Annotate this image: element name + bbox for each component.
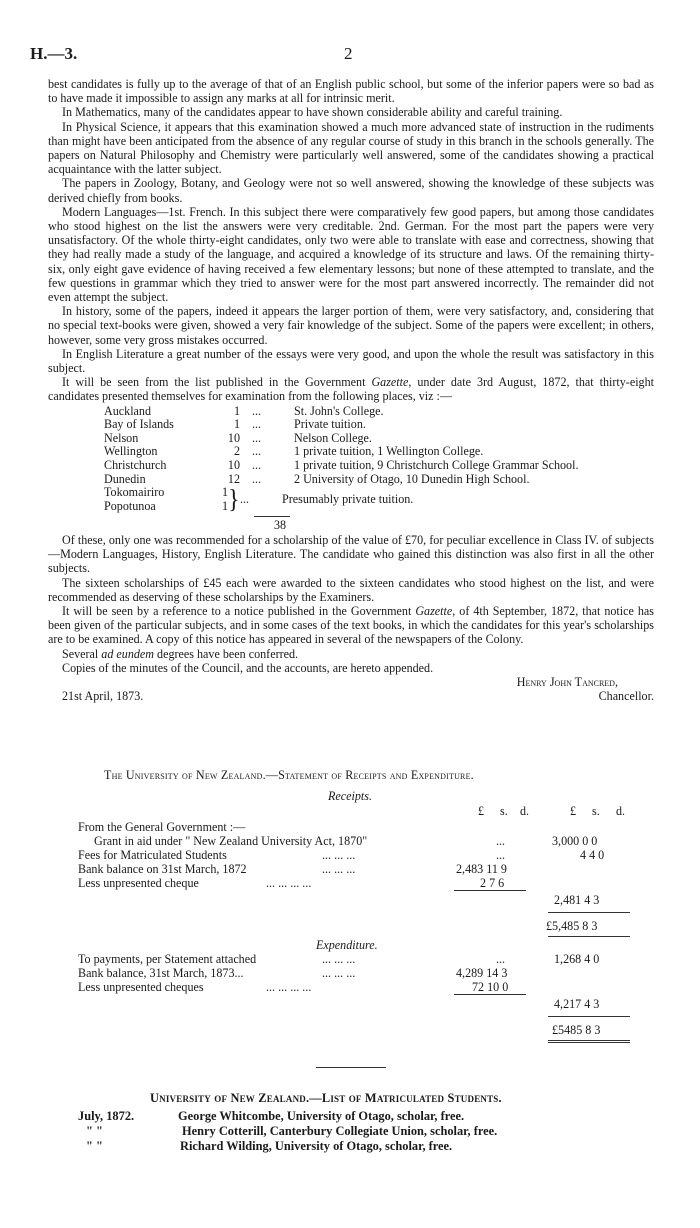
paragraph-scholarship: Of these, only one was recommended for a scholarship of the value of £70, for peculiar excellence in Class IV. of subjects—Modern Languages, History, English Literature. The candidate who gained this distinction was also first in all the other subjects. bbox=[48, 533, 654, 576]
statement-row bbox=[78, 980, 638, 994]
paragraph-modern-languages: Modern Languages—1st. French. In this subject there were comparatively few good papers, but among those candidates who stood highest on the list the answers were very creditable. 2nd. German. For the most part the papers were very unsatisfactory. Of the whole thirty-eight candidates, only two were able to translate with ease and correctness, showing that they had really made a study of the language, and acquired a knowledge of its structure and laws. Of the remaining thirty-six, only eight gave evidence of having received a few elementary lessons; but none of these attempted to translate, and the few questions in grammar which they tried to answer were for the most part answered incorrectly. The remainder did not even attempt the subject. bbox=[48, 204, 654, 305]
row-label: From the General Government :— bbox=[78, 820, 246, 834]
place-name: Popotunoa bbox=[104, 498, 156, 513]
place-count: 1 bbox=[221, 498, 228, 513]
total-rule bbox=[254, 516, 290, 517]
statement-row bbox=[78, 938, 638, 952]
leader-dots: ... bbox=[252, 430, 262, 445]
paragraph-sixteen-scholarships: The sixteen scholarships of £45 each were awarded to the sixteen candidates who stood highest on the list, and were recommended as deserving of these scholarships by the Examiners. bbox=[48, 575, 654, 604]
place-count: 1 bbox=[221, 485, 228, 500]
place-count: 1 bbox=[233, 417, 240, 432]
section-divider bbox=[316, 1067, 386, 1068]
place-description: Private tuition. bbox=[294, 417, 366, 432]
statement-row bbox=[78, 966, 638, 980]
col-header: £ bbox=[570, 804, 577, 818]
statement-row bbox=[78, 952, 638, 966]
place-count: 1 bbox=[233, 403, 240, 418]
statement-row bbox=[78, 848, 638, 862]
subtotal-rule bbox=[454, 890, 526, 891]
places-total: 38 bbox=[274, 518, 287, 533]
place-description: 1 private tuition, 9 Christchurch College Grammar School. bbox=[294, 458, 579, 473]
total-amount: £5,485 8 3 bbox=[546, 919, 598, 933]
leader-dots: ... bbox=[496, 834, 506, 848]
leader-dots: ... ... ... bbox=[322, 952, 356, 966]
gazette-title: Gazette bbox=[371, 375, 409, 390]
statement-row bbox=[78, 893, 638, 907]
braced-counts bbox=[198, 486, 228, 513]
gazette-title: Gazette bbox=[415, 604, 453, 619]
leader-dots: ... ... ... ... bbox=[266, 980, 312, 994]
row-label: To payments, per Statement attached bbox=[78, 952, 257, 966]
amount: 2,481 4 3 bbox=[554, 893, 600, 907]
col-header: s. bbox=[592, 804, 600, 818]
row-label: Less unpresented cheques bbox=[78, 980, 204, 994]
place-count: 10 bbox=[227, 430, 240, 445]
leader-dots: ... bbox=[252, 403, 262, 418]
leader-dots: ... bbox=[252, 417, 262, 432]
report-body bbox=[48, 77, 654, 703]
text-fragment: , under date 3rd August, 1872, that thirty-eight candidates presented themselves for examination from the following places, viz :— bbox=[48, 375, 655, 404]
place-name: Auckland bbox=[104, 403, 152, 418]
receipts-heading: Receipts. bbox=[328, 789, 372, 803]
total-rule bbox=[548, 936, 630, 937]
statement-row bbox=[78, 820, 638, 834]
place-count: 2 bbox=[233, 444, 240, 459]
paragraph-degrees bbox=[48, 647, 654, 661]
entry-date: " " bbox=[86, 1139, 103, 1153]
document-reference: H.—3. bbox=[30, 44, 78, 63]
row-label: Less unpresented cheque bbox=[78, 876, 199, 890]
place-name: Christchurch bbox=[104, 458, 167, 473]
statement-row bbox=[78, 919, 638, 933]
total-rule bbox=[548, 1016, 630, 1017]
place-description: 2 University of Otago, 10 Dunedin High School. bbox=[294, 471, 530, 486]
place-description: St. John's College. bbox=[294, 403, 384, 418]
paragraph-physical-science: In Physical Science, it appears that this examination showed a much more advanced state of instruction in the rudiments than might have been anticipated from the absence of any regular course of study in this branch in the schools generally. The papers on Natural Philosophy and Chemistry were particularly well answered, some of the candidates showing a practical acquaintance with the latter subject. bbox=[48, 119, 654, 177]
double-rule bbox=[548, 1040, 630, 1043]
place-row bbox=[104, 459, 654, 473]
place-row bbox=[104, 432, 654, 446]
amount: 4,289 14 3 bbox=[456, 966, 508, 980]
entry-date: July, 1872. bbox=[78, 1109, 135, 1123]
paragraph-notice bbox=[48, 604, 654, 647]
statement-table bbox=[78, 804, 638, 1037]
paragraph-english: best candidates is fully up to the average of that of an English public school, but some of the inferior papers were so bad as to have made it impossible to assign any marks at all for intrinsic merit. bbox=[48, 77, 654, 106]
amount: ... bbox=[496, 952, 506, 966]
amount: 2 7 6 bbox=[480, 876, 505, 890]
statement-title: The University of New Zealand.—Statement of Receipts and Expenditure. bbox=[104, 768, 474, 782]
subtotal-rule bbox=[454, 994, 526, 995]
amount: 4,217 4 3 bbox=[554, 997, 600, 1011]
place-name: Wellington bbox=[104, 444, 158, 459]
total-amount: £5485 8 3 bbox=[552, 1023, 601, 1037]
text-fragment: It will be seen by a reference to a notice published in the Government bbox=[62, 604, 416, 619]
signatory-title: Chancellor. bbox=[598, 689, 654, 704]
matriculated-title: University of New Zealand.—List of Matriculated Students. bbox=[150, 1091, 502, 1105]
place-row bbox=[104, 445, 654, 459]
text-fragment: degrees have been conferred. bbox=[154, 646, 299, 661]
place-description: Presumably private tuition. bbox=[282, 492, 414, 507]
brace-glyph: } bbox=[228, 485, 240, 515]
entry-date: " " bbox=[86, 1124, 103, 1138]
leader-dots: ... bbox=[240, 492, 250, 507]
paragraph-mathematics: In Mathematics, many of the candidates appear to have shown considerable ability and careful training. bbox=[62, 105, 563, 120]
leader-dots: ... bbox=[252, 458, 262, 473]
text-fragment: , of 4th September, 1872, that notice has been given of the particular subjects, and in some cases of the text books, in which the candidates for this year's scholarships are to be examined. A copy of this notice has appeared in several of the newspapers of the Colony. bbox=[48, 604, 654, 647]
signatory-name: Henry John Tancred, bbox=[516, 675, 618, 690]
leader-dots: ... ... ... bbox=[322, 966, 356, 980]
col-header: d. bbox=[616, 804, 626, 818]
paragraph-gazette bbox=[48, 375, 654, 403]
place-description: Nelson College. bbox=[294, 430, 372, 445]
statement-row bbox=[78, 997, 638, 1011]
leader-dots: ... ... ... bbox=[322, 862, 356, 876]
entry-text: George Whitcombe, University of Otago, scholar, free. bbox=[178, 1109, 465, 1123]
expenditure-heading: Expenditure. bbox=[316, 938, 378, 952]
amount: 3,000 0 0 bbox=[552, 834, 598, 848]
text-fragment: Several bbox=[62, 646, 102, 661]
row-label: Bank balance, 31st March, 1873... bbox=[78, 966, 244, 980]
statement-row bbox=[78, 834, 638, 848]
leader-dots: ... bbox=[252, 471, 262, 486]
paragraph-copies: Copies of the minutes of the Council, and the accounts, are hereto appended. bbox=[62, 660, 434, 675]
amount: 1,268 4 0 bbox=[554, 952, 600, 966]
place-row bbox=[104, 405, 654, 419]
col-header: £ bbox=[478, 804, 485, 818]
amount: 2,483 11 9 bbox=[456, 862, 507, 876]
leader-dots: ... bbox=[252, 444, 262, 459]
signature-block bbox=[48, 675, 654, 703]
signature-date: 21st April, 1873. bbox=[62, 689, 144, 704]
paragraph-english-literature: In English Literature a great number of the essays were very good, and upon the whole the result was satisfactory in this subject. bbox=[48, 346, 654, 376]
column-headers bbox=[78, 804, 638, 818]
places-table bbox=[104, 405, 654, 533]
total-rule bbox=[548, 912, 630, 913]
place-row bbox=[104, 473, 654, 487]
amount: ... bbox=[496, 848, 506, 862]
col-header: d. bbox=[520, 804, 530, 818]
place-name: Bay of Islands bbox=[104, 417, 174, 432]
place-name: Nelson bbox=[104, 430, 139, 445]
row-label: Fees for Matriculated Students bbox=[78, 848, 227, 862]
place-description: 1 private tuition, 1 Wellington College. bbox=[294, 444, 484, 459]
statement-row bbox=[78, 862, 638, 876]
place-name: Dunedin bbox=[104, 471, 146, 486]
leader-dots: ... ... ... ... bbox=[266, 876, 312, 890]
place-count: 12 bbox=[227, 471, 240, 486]
place-name: Tokomairiro bbox=[104, 485, 165, 500]
row-label: Grant in aid under " New Zealand University Act, 1870" bbox=[94, 834, 368, 848]
paragraph-zoology: The papers in Zoology, Botany, and Geology were not so well answered, showing the knowledge of these subjects was derived chiefly from books. bbox=[48, 176, 654, 205]
paragraph-history: In history, some of the papers, indeed it appears the larger portion of them, were very satisfactory, and, considering that no special text-books were given, showed a very fair knowledge of the subject. Some of the papers were excellent; in others, however, some very gross mistakes occurred. bbox=[48, 304, 654, 347]
latin-phrase: ad eundem bbox=[101, 646, 155, 661]
row-label: Bank balance on 31st March, 1872 bbox=[78, 862, 247, 876]
braced-names bbox=[104, 486, 198, 513]
statement-row bbox=[78, 876, 638, 890]
statement-row bbox=[78, 1023, 638, 1037]
amount: 4 4 0 bbox=[580, 848, 605, 862]
place-count: 10 bbox=[227, 458, 240, 473]
entry-text: Henry Cotterill, Canterbury Collegiate Union, scholar, free. bbox=[182, 1124, 498, 1138]
place-row-braced bbox=[104, 486, 654, 513]
leader-dots: ... ... ... bbox=[322, 848, 356, 862]
place-row bbox=[104, 418, 654, 432]
amount: 72 10 0 bbox=[472, 980, 509, 994]
entry-text: Richard Wilding, University of Otago, scholar, free. bbox=[180, 1139, 453, 1153]
page-number: 2 bbox=[344, 44, 353, 63]
col-header: s. bbox=[500, 804, 508, 818]
text-fragment: It will be seen from the list published in the Government bbox=[62, 375, 372, 390]
